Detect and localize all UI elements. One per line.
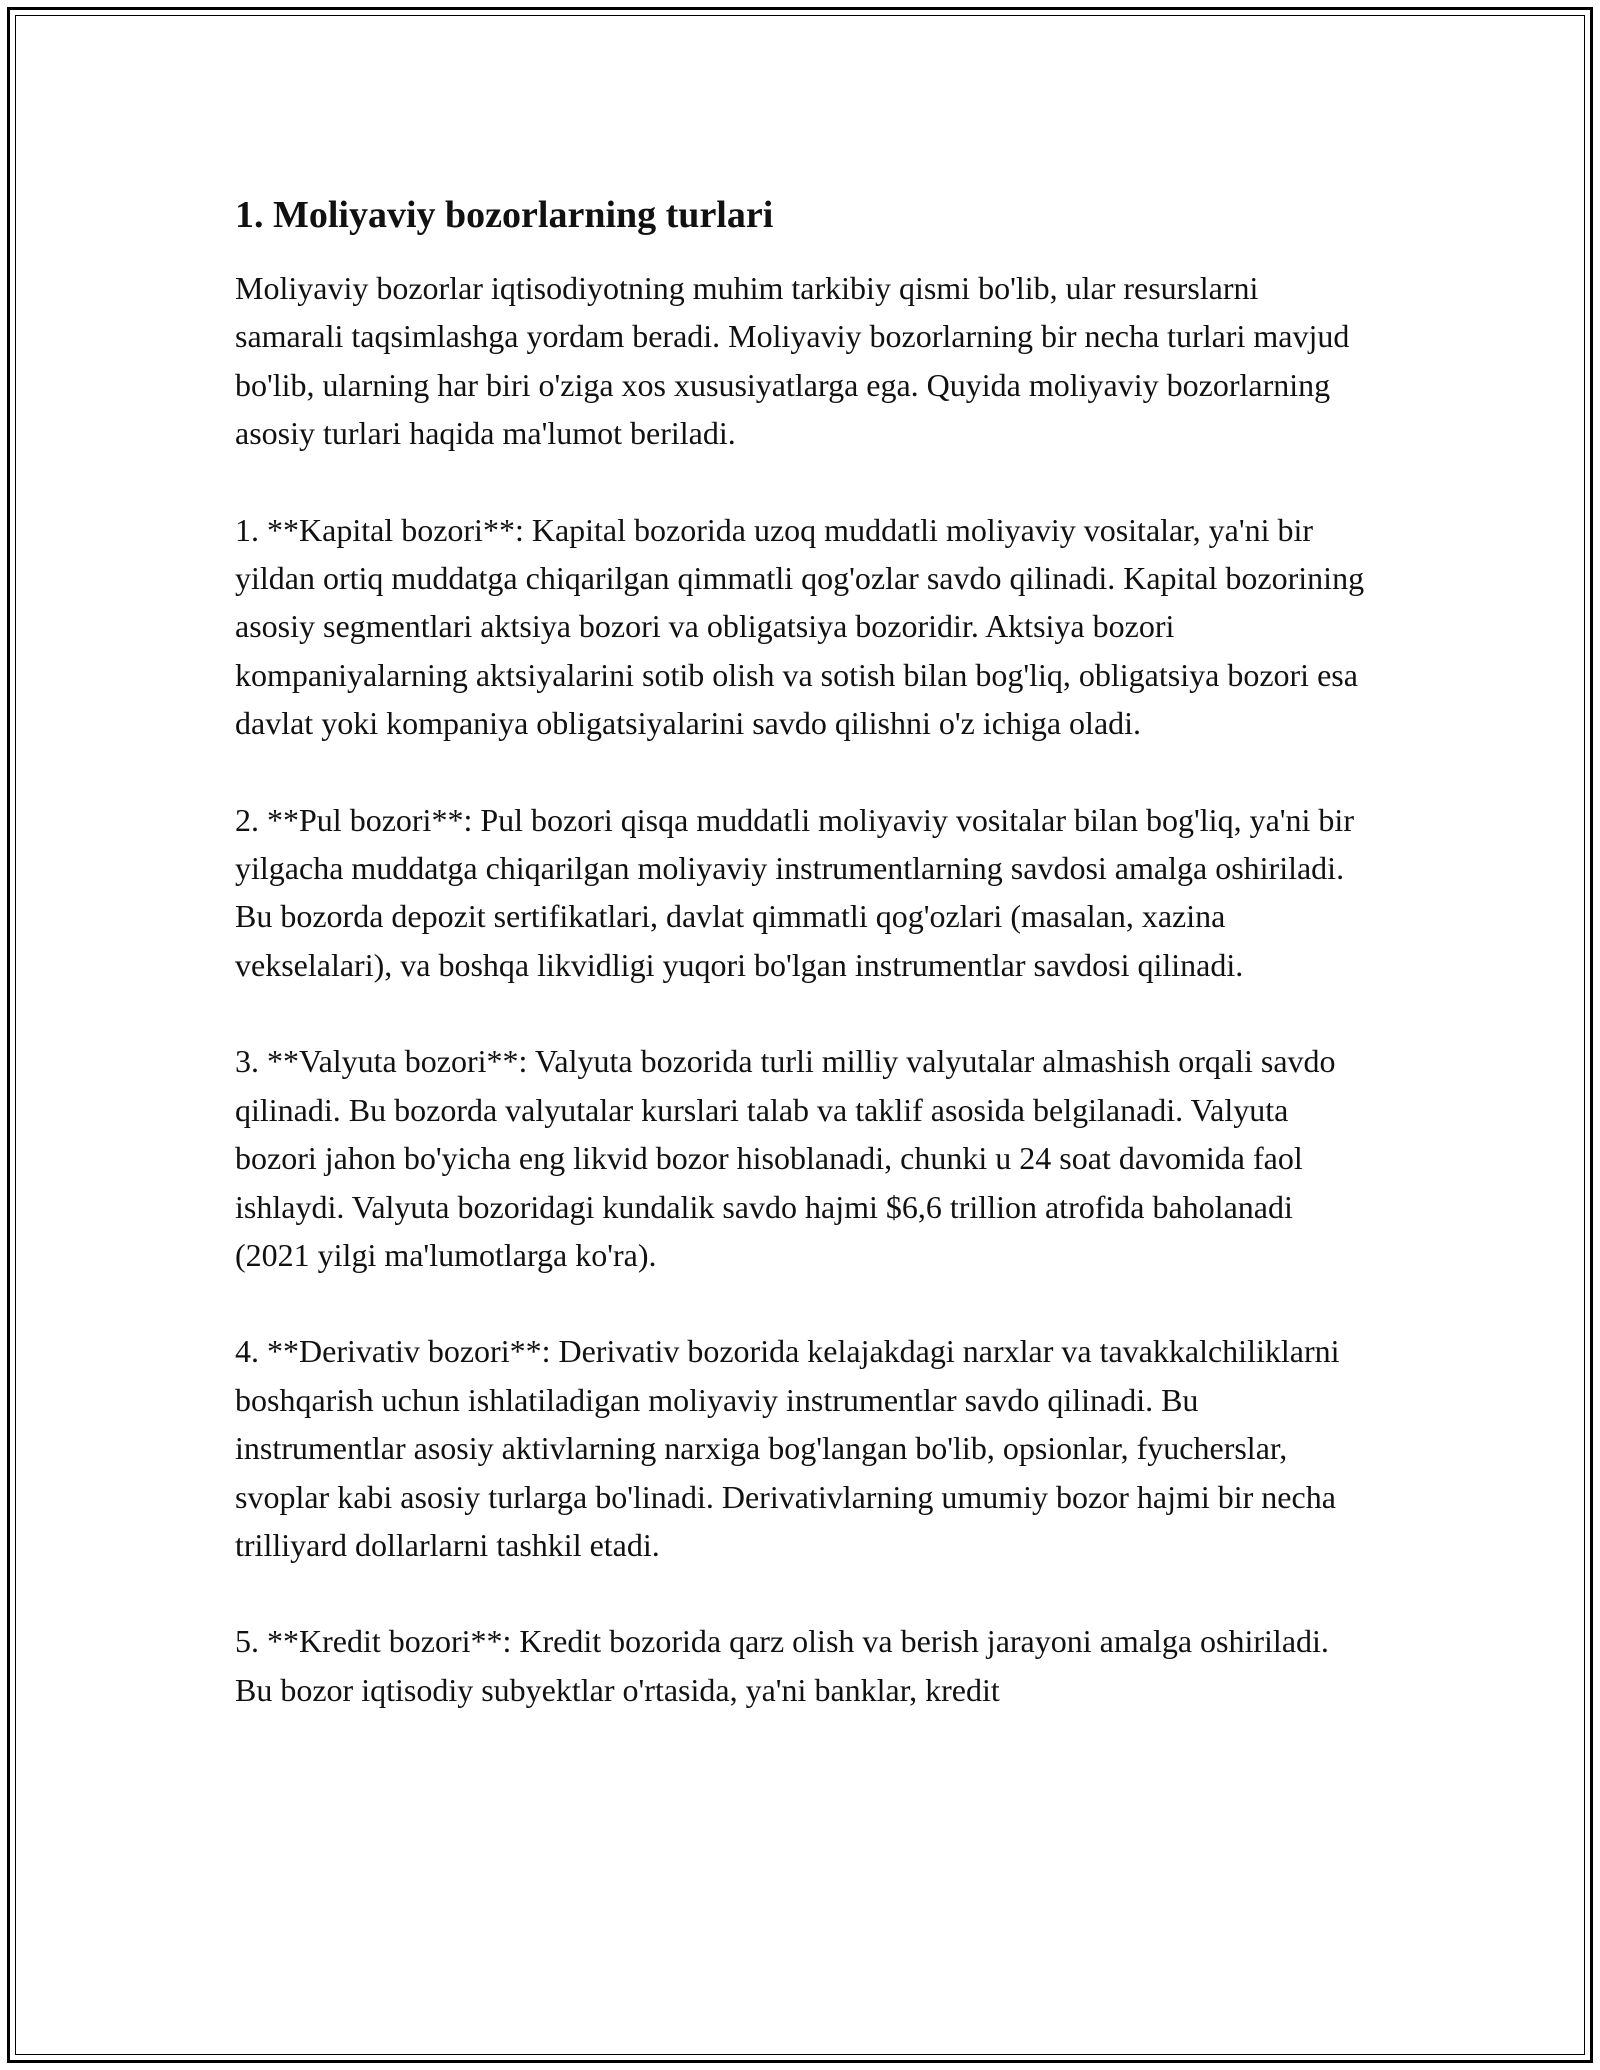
paragraph-currency-market: 3. **Valyuta bozori**: Valyuta bozorida turli milliy valyutalar almashish orqali savdo qilinadi. Bu bozorda valyutalar kurslari talab va taklif asosida belgilanadi. Valyuta bozori jahon bo'yicha eng likvid bozor hisoblanadi, chunki u 24 soat davomida faol ishlaydi. Valyuta bozoridagi kundalik savdo hajmi $6,6 trillion atrofida baholanadi (2021 yilgi ma'lumotlarga ko'ra). [235, 1043, 1336, 1273]
document-body [235, 190, 1365, 1762]
intro-paragraph: Moliyaviy bozorlar iqtisodiyotning muhim tarkibiy qismi bo'lib, ular resurslarni samarali taqsimlashga yordam beradi. Moliyaviy bozorlarning bir necha turlari mavjud bo'lib, ularning har biri o'ziga xos xususiyatlarga ega. Quyida moliyaviy bozorlarning asosiy turlari haqida ma'lumot beriladi. [235, 270, 1350, 452]
paragraph-credit-market: 5. **Kredit bozori**: Kredit bozorida qarz olish va berish jarayoni amalga oshiriladi. Bu bozor iqtisodiy subyektlar o'rtasida, ya'ni banklar, kredit [235, 1623, 1329, 1708]
paragraph-money-market: 2. **Pul bozori**: Pul bozori qisqa muddatli moliyaviy vositalar bilan bog'liq, ya'ni bir yilgacha muddatga chiqarilgan moliyaviy instrumentlarning savdosi amalga oshiriladi. Bu bozorda depozit sertifikatlari, davlat qimmatli qog'ozlari (masalan, xazina vekselalari), va boshqa likvidligi yuqori bo'lgan instrumentlar savdosi qilinadi. [235, 801, 1354, 983]
paragraph-capital-market: 1. **Kapital bozori**: Kapital bozorida uzoq muddatli moliyaviy vositalar, ya'ni bir yildan ortiq muddatga chiqarilgan qimmatli qog'ozlar savdo qilinadi. Kapital bozorining asosiy segmentlari aktsiya bozori va obligatsiya bozoridir. Aktsiya bozori kompaniyalarning aktsiyalarini sotib olish va sotish bilan bog'liq, obligatsiya bozori esa davlat yoki kompaniya obligatsiyalarini savdo qilishni o'z ichiga oladi. [235, 511, 1365, 742]
document-title: 1. Moliyaviy bozorlarning turlari [235, 194, 774, 236]
paragraph-derivatives-market: 4. **Derivativ bozori**: Derivativ bozorida kelajakdagi narxlar va tavakkalchiliklarni boshqarish uchun ishlatiladigan moliyaviy instrumentlar savdo qilinadi. Bu instrumentlar asosiy aktivlarning narxiga bog'langan bo'lib, opsionlar, fyucherslar, svoplar kabi asosiy turlarga bo'linadi. Derivativlarning umumiy bozor hajmi bir necha trilliyard dollarlarni tashkil etadi. [235, 1333, 1340, 1563]
